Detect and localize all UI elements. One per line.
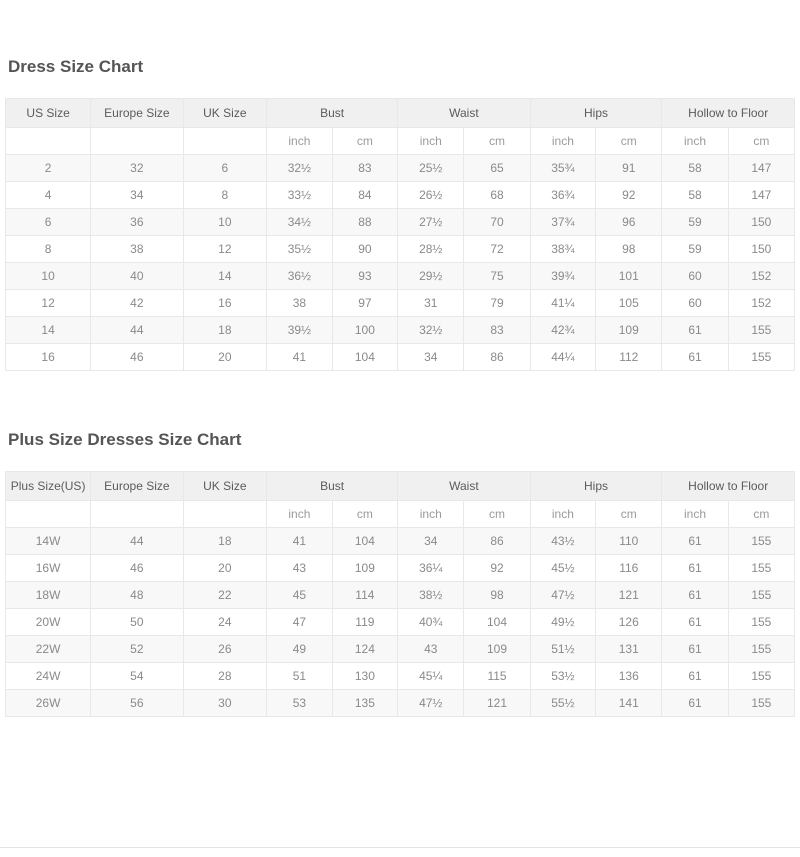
unit-subheader: inch [398,501,464,528]
table-cell: 44 [91,317,183,344]
table-cell: 65 [464,155,530,182]
table-cell: 98 [464,582,530,609]
empty-subheader-cell [183,501,267,528]
table-cell: 39½ [267,317,332,344]
table-cell: 39¾ [530,263,595,290]
table-cell: 124 [332,636,397,663]
table-cell: 61 [662,690,728,717]
table-cell: 61 [662,609,728,636]
plus-size-chart-title: Plus Size Dresses Size Chart [8,430,242,449]
table-cell: 109 [596,317,662,344]
table-cell: 53 [267,690,332,717]
column-header: Plus Size(US) [6,472,91,501]
table-cell: 45½ [530,555,595,582]
table-cell: 50 [91,609,183,636]
column-group-header: Hips [530,472,662,501]
table-cell: 10 [6,263,91,290]
table-cell: 58 [662,182,728,209]
column-header: Europe Size [91,472,183,501]
table-row [6,155,795,182]
table-cell: 18 [183,317,267,344]
table-cell: 155 [728,344,794,371]
table-cell: 136 [596,663,662,690]
empty-subheader-cell [6,501,91,528]
table-cell: 16W [6,555,91,582]
column-group-header: Bust [267,99,398,128]
table-cell: 38¾ [530,236,595,263]
table-cell: 22 [183,582,267,609]
table-cell: 92 [596,182,662,209]
table-cell: 51 [267,663,332,690]
table-cell: 88 [332,209,397,236]
table-cell: 12 [6,290,91,317]
table-cell: 16 [6,344,91,371]
table-cell: 112 [596,344,662,371]
table-cell: 8 [183,182,267,209]
table-cell: 147 [728,155,794,182]
empty-subheader-cell [91,501,183,528]
table-cell: 105 [596,290,662,317]
table-cell: 34 [91,182,183,209]
table-cell: 40 [91,263,183,290]
table-cell: 32½ [267,155,332,182]
table-cell: 35¾ [530,155,595,182]
column-group-header: Bust [267,472,398,501]
table-cell: 34 [398,528,464,555]
table-cell: 6 [6,209,91,236]
table-row [6,263,795,290]
table-cell: 42¾ [530,317,595,344]
table-row [6,582,795,609]
table-row [6,528,795,555]
unit-subheader: inch [398,128,464,155]
table-cell: 48 [91,582,183,609]
table-cell: 18W [6,582,91,609]
table-cell: 43½ [530,528,595,555]
table-cell: 104 [332,344,397,371]
empty-subheader-cell [6,128,91,155]
table-cell: 59 [662,209,728,236]
table-cell: 16 [183,290,267,317]
table-cell: 20 [183,344,267,371]
table-cell: 155 [728,609,794,636]
table-cell: 46 [91,555,183,582]
unit-subheader: cm [596,501,662,528]
table-cell: 47½ [530,582,595,609]
table-row [6,663,795,690]
table-cell: 24W [6,663,91,690]
table-cell: 109 [332,555,397,582]
table-cell: 116 [596,555,662,582]
table-cell: 27½ [398,209,464,236]
unit-subheader: inch [662,128,728,155]
table-cell: 30 [183,690,267,717]
table-cell: 34½ [267,209,332,236]
table-cell: 14 [183,263,267,290]
table-cell: 115 [464,663,530,690]
empty-subheader-cell [183,128,267,155]
table-cell: 36½ [267,263,332,290]
table-cell: 150 [728,236,794,263]
table-cell: 83 [332,155,397,182]
unit-subheader: inch [530,128,595,155]
column-group-header: Hips [530,99,662,128]
table-cell: 6 [183,155,267,182]
table-cell: 109 [464,636,530,663]
table-cell: 90 [332,236,397,263]
table-cell: 38 [91,236,183,263]
table-cell: 130 [332,663,397,690]
table-cell: 45 [267,582,332,609]
column-header: US Size [6,99,91,128]
table-cell: 2 [6,155,91,182]
table-cell: 60 [662,290,728,317]
table-cell: 70 [464,209,530,236]
table-cell: 41 [267,344,332,371]
table-cell: 110 [596,528,662,555]
table-cell: 42 [91,290,183,317]
table-cell: 135 [332,690,397,717]
table-cell: 4 [6,182,91,209]
table-cell: 121 [464,690,530,717]
table-cell: 47 [267,609,332,636]
table-cell: 28½ [398,236,464,263]
table-cell: 51½ [530,636,595,663]
table-row [6,690,795,717]
plus-size-chart-section [5,430,795,717]
table-cell: 35½ [267,236,332,263]
table-cell: 43 [398,636,464,663]
unit-subheader: cm [332,128,397,155]
table-cell: 20W [6,609,91,636]
table-row [6,317,795,344]
unit-subheader: inch [530,501,595,528]
table-cell: 43 [267,555,332,582]
table-row [6,290,795,317]
table-cell: 61 [662,317,728,344]
table-cell: 32 [91,155,183,182]
table-cell: 36 [91,209,183,236]
table-cell: 121 [596,582,662,609]
table-cell: 98 [596,236,662,263]
table-cell: 26 [183,636,267,663]
table-cell: 155 [728,317,794,344]
plus-size-chart-table [5,471,795,717]
column-group-header: Hollow to Floor [662,99,795,128]
table-cell: 155 [728,582,794,609]
table-cell: 59 [662,236,728,263]
table-cell: 72 [464,236,530,263]
size-chart-page [0,57,800,717]
unit-subheader: cm [464,501,530,528]
table-cell: 61 [662,582,728,609]
column-group-header: Hollow to Floor [662,472,795,501]
table-cell: 55½ [530,690,595,717]
table-cell: 36¾ [530,182,595,209]
table-cell: 26W [6,690,91,717]
empty-subheader-cell [91,128,183,155]
table-cell: 86 [464,528,530,555]
table-cell: 26½ [398,182,464,209]
table-cell: 119 [332,609,397,636]
table-cell: 61 [662,555,728,582]
table-cell: 60 [662,263,728,290]
column-header: UK Size [183,99,267,128]
table-cell: 49½ [530,609,595,636]
dress-size-chart-section [5,57,795,371]
table-cell: 54 [91,663,183,690]
column-header: Europe Size [91,99,183,128]
table-cell: 147 [728,182,794,209]
table-cell: 38 [267,290,332,317]
table-cell: 61 [662,344,728,371]
unit-subheader: cm [464,128,530,155]
table-cell: 114 [332,582,397,609]
table-cell: 101 [596,263,662,290]
table-cell: 86 [464,344,530,371]
table-cell: 12 [183,236,267,263]
table-cell: 61 [662,636,728,663]
table-row [6,236,795,263]
table-cell: 150 [728,209,794,236]
table-cell: 155 [728,528,794,555]
table-cell: 79 [464,290,530,317]
table-cell: 49 [267,636,332,663]
table-cell: 28 [183,663,267,690]
table-cell: 104 [464,609,530,636]
column-group-header: Waist [398,472,531,501]
table-cell: 14 [6,317,91,344]
bottom-divider [0,847,800,848]
table-cell: 22W [6,636,91,663]
table-cell: 53½ [530,663,595,690]
table-cell: 32½ [398,317,464,344]
table-cell: 131 [596,636,662,663]
table-cell: 14W [6,528,91,555]
unit-subheader: cm [596,128,662,155]
table-cell: 84 [332,182,397,209]
table-cell: 155 [728,690,794,717]
table-cell: 46 [91,344,183,371]
table-cell: 34 [398,344,464,371]
table-cell: 97 [332,290,397,317]
table-cell: 152 [728,290,794,317]
table-cell: 75 [464,263,530,290]
table-cell: 10 [183,209,267,236]
table-cell: 40¾ [398,609,464,636]
dress-size-chart-title: Dress Size Chart [8,57,144,76]
table-cell: 20 [183,555,267,582]
table-cell: 91 [596,155,662,182]
table-cell: 25½ [398,155,464,182]
table-cell: 45¼ [398,663,464,690]
table-cell: 8 [6,236,91,263]
table-cell: 93 [332,263,397,290]
table-cell: 18 [183,528,267,555]
table-row [6,636,795,663]
table-cell: 100 [332,317,397,344]
table-cell: 126 [596,609,662,636]
table-cell: 38½ [398,582,464,609]
table-cell: 36¼ [398,555,464,582]
table-cell: 31 [398,290,464,317]
table-row [6,609,795,636]
unit-subheader: inch [267,128,332,155]
column-group-header: Waist [398,99,531,128]
unit-subheader: cm [728,128,794,155]
table-row [6,555,795,582]
table-row [6,344,795,371]
dress-size-chart-table [5,98,795,371]
table-cell: 155 [728,636,794,663]
table-cell: 152 [728,263,794,290]
table-cell: 29½ [398,263,464,290]
table-cell: 41 [267,528,332,555]
table-cell: 141 [596,690,662,717]
column-header: UK Size [183,472,267,501]
table-cell: 52 [91,636,183,663]
table-cell: 92 [464,555,530,582]
table-row [6,209,795,236]
unit-subheader: inch [267,501,332,528]
table-cell: 104 [332,528,397,555]
table-cell: 155 [728,663,794,690]
table-cell: 96 [596,209,662,236]
table-cell: 37¾ [530,209,595,236]
table-row [6,182,795,209]
unit-subheader: cm [728,501,794,528]
table-cell: 44 [91,528,183,555]
table-cell: 56 [91,690,183,717]
table-cell: 33½ [267,182,332,209]
table-cell: 155 [728,555,794,582]
table-cell: 68 [464,182,530,209]
table-cell: 47½ [398,690,464,717]
unit-subheader: inch [662,501,728,528]
table-cell: 61 [662,528,728,555]
table-cell: 41¼ [530,290,595,317]
table-cell: 83 [464,317,530,344]
table-cell: 24 [183,609,267,636]
table-cell: 44¼ [530,344,595,371]
unit-subheader: cm [332,501,397,528]
table-cell: 58 [662,155,728,182]
table-cell: 61 [662,663,728,690]
